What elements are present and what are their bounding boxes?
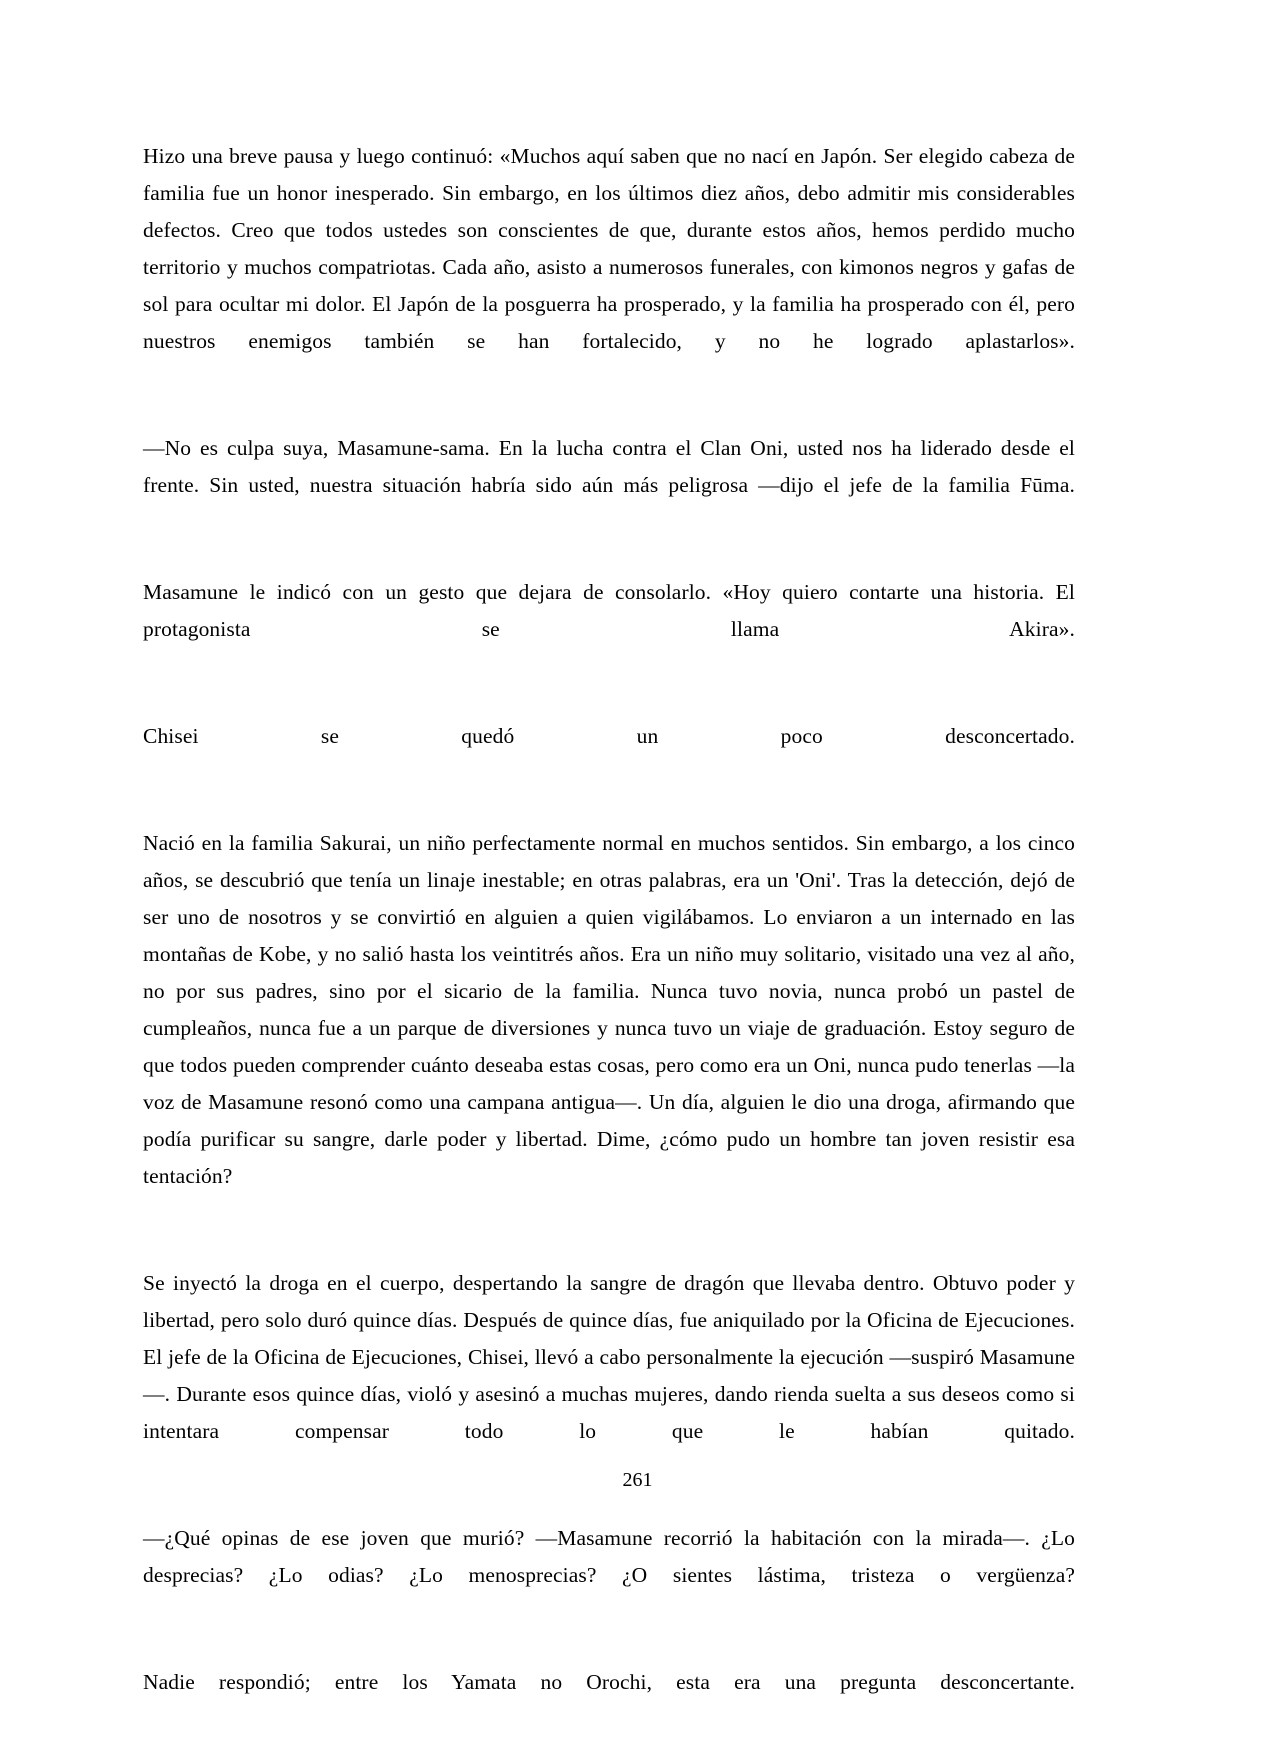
paragraph-8: Nadie respondió; entre los Yamata no Orochi, esta era una pregunta desconcertante. <box>143 1670 1075 1694</box>
paragraph-7: —¿Qué opinas de ese joven que murió? —Masamune recorrió la habitación con la mirada—. ¿Lo desprecias? ¿Lo odias? ¿Lo menosprecias? ¿O sientes lástima, tristeza o vergüenza? <box>143 1526 1075 1587</box>
paragraph-6: Se inyectó la droga en el cuerpo, despertando la sangre de dragón que llevaba dentro. Obtuvo poder y libertad, pero solo duró quince días. Después de quince días, fue aniquilado por la Oficina de Ejecuciones. El jefe de la Oficina de Ejecuciones, Chisei, llevó a cabo personalmente la ejecución —suspiró Masamune—. Durante esos quince días, violó y asesinó a muchas mujeres, dando rienda suelta a sus deseos como si intentara compensar todo lo que le habían quitado. <box>143 1271 1075 1443</box>
body-text-column <box>143 138 1075 1738</box>
paragraph-1: Hizo una breve pausa y luego continuó: «Muchos aquí saben que no nací en Japón. Ser elegido cabeza de familia fue un honor inesperado. Sin embargo, en los últimos diez años, debo admitir mis considerables defectos. Creo que todos ustedes son conscientes de que, durante estos años, hemos perdido mucho territorio y muchos compatriotas. Cada año, asisto a numerosos funerales, con kimonos negros y gafas de sol para ocultar mi dolor. El Japón de la posguerra ha prosperado, y la familia ha prosperado con él, pero nuestros enemigos también se han fortalecido, y no he logrado aplastarlos». <box>143 144 1075 353</box>
paragraph-3: Masamune le indicó con un gesto que dejara de consolarlo. «Hoy quiero contarte una historia. El protagonista se llama Akira». <box>143 580 1075 641</box>
page-number: 261 <box>622 1469 653 1491</box>
paragraph-2: —No es culpa suya, Masamune-sama. En la lucha contra el Clan Oni, usted nos ha liderado desde el frente. Sin usted, nuestra situación habría sido aún más peligrosa —dijo el jefe de la familia Fūma. <box>143 436 1075 497</box>
paragraph-5: Nació en la familia Sakurai, un niño perfectamente normal en muchos sentidos. Sin embargo, a los cinco años, se descubrió que tenía un linaje inestable; en otras palabras, era un 'Oni'. Tras la detección, dejó de ser uno de nosotros y se convirtió en alguien a quien vigilábamos. Lo enviaron a un internado en las montañas de Kobe, y no salió hasta los veintitrés años. Era un niño muy solitario, visitado una vez al año, no por sus padres, sino por el sicario de la familia. Nunca tuvo novia, nunca probó un pastel de cumpleaños, nunca fue a un parque de diversiones y nunca tuvo un viaje de graduación. Estoy seguro de que todos pueden comprender cuánto deseaba estas cosas, pero como era un Oni, nunca pudo tenerlas —la voz de Masamune resonó como una campana antigua—. Un día, alguien le dio una droga, afirmando que podía purificar su sangre, darle poder y libertad. Dime, ¿cómo pudo un hombre tan joven resistir esa tentación? <box>143 831 1075 1188</box>
paragraph-4: Chisei se quedó un poco desconcertado. <box>143 724 1075 748</box>
